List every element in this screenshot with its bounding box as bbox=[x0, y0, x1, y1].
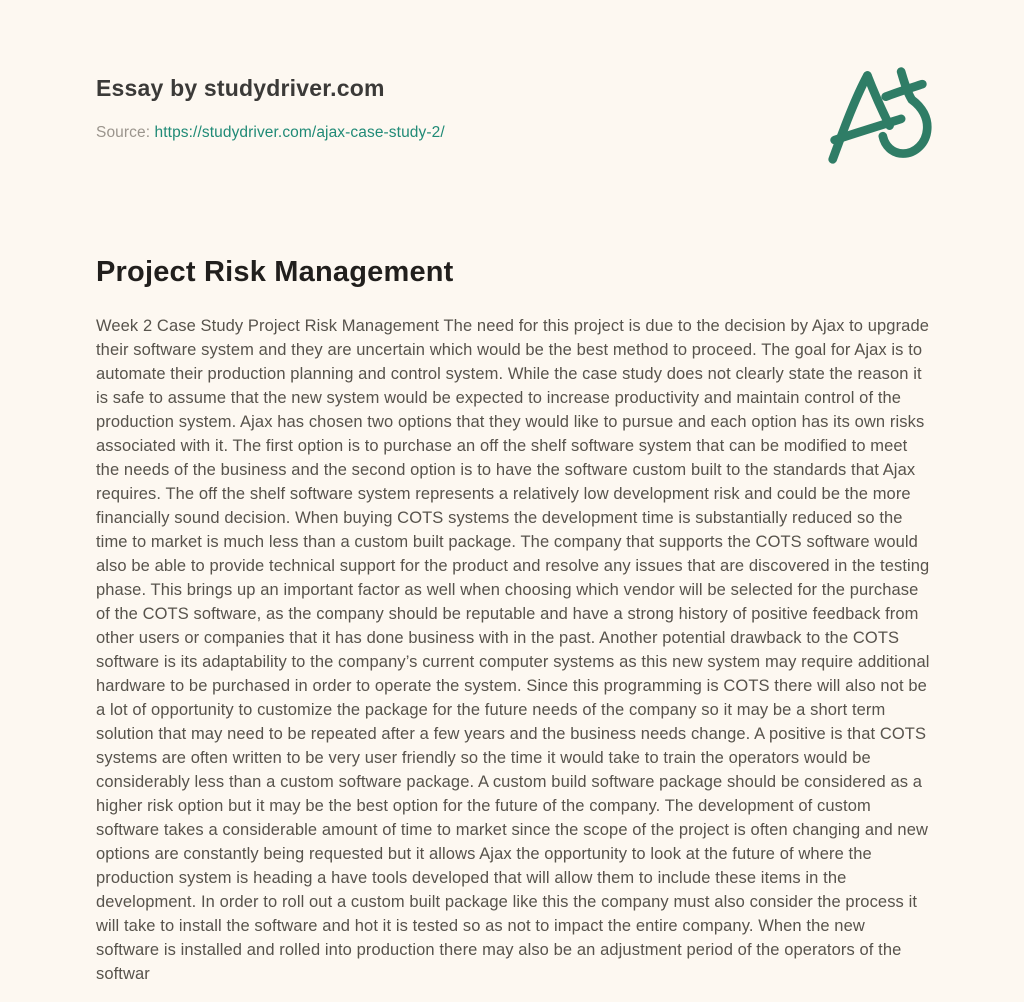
essay-title: Project Risk Management bbox=[96, 256, 454, 288]
essay-byline: Essay by studydriver.com bbox=[96, 75, 385, 101]
source-line bbox=[96, 124, 445, 142]
source-link[interactable]: https://studydriver.com/ajax-case-study-2/ bbox=[154, 124, 445, 141]
source-label: Source: bbox=[96, 124, 151, 141]
essay-body: Week 2 Case Study Project Risk Management The need for this project is due to the decision by Ajax to upgrade their software system and they are uncertain which would be the best method to proceed. The goal for Ajax is to automate their production planning and control system. While the case study does not clearly state the reason it is safe to assume that the new system would be expected to increase productivity and maintain control of the production system. Ajax has chosen two options that they would like to pursue and each option has its own risks associated with it. The first option is to purchase an off the shelf software system that can be modified to meet the needs of the business and the second option is to have the software custom built to the standards that Ajax requires. The off the shelf software system represents a relatively low development risk and could be the more financially sound decision. When buying COTS systems the development time is substantially reduced so the time to market is much less than a custom built package. The company that supports the COTS software would also be able to provide technical support for the product and resolve any issues that are discovered in the testing phase. This brings up an important factor as well when choosing which vendor will be selected for the purchase of the COTS software, as the company should be reputable and have a strong history of positive feedback from other users or companies that it has done business with in the past. Another potential drawback to the COTS software is its adaptability to the company’s current computer systems as this new system may require additional hardware to be purchased in order to operate the system. Since this programming is COTS there will also not be a lot of opportunity to customize the package for the future needs of the company so it may be a short term solution that may need to be repeated after a few years and the business needs change. A positive is that COTS systems are often written to be very user friendly so the time it would take to train the operators would be considerably less than a custom software package. A custom build software package should be considered as a higher risk option but it may be the best option for the future of the company. The development of custom software takes a considerable amount of time to market since the scope of the project is often changing and new options are constantly being requested but it allows Ajax the opportunity to look at the future of where the production system is heading a have tools developed that will allow them to include these items in the development. In order to roll out a custom built package like this the company must also consider the process it will take to install the software and hot it is tested so as not to impact the entire company. When the new software is installed and rolled into production there may also be an adjustment period of the operators of the softwar bbox=[96, 317, 930, 983]
a-plus-logo-icon bbox=[824, 62, 932, 168]
